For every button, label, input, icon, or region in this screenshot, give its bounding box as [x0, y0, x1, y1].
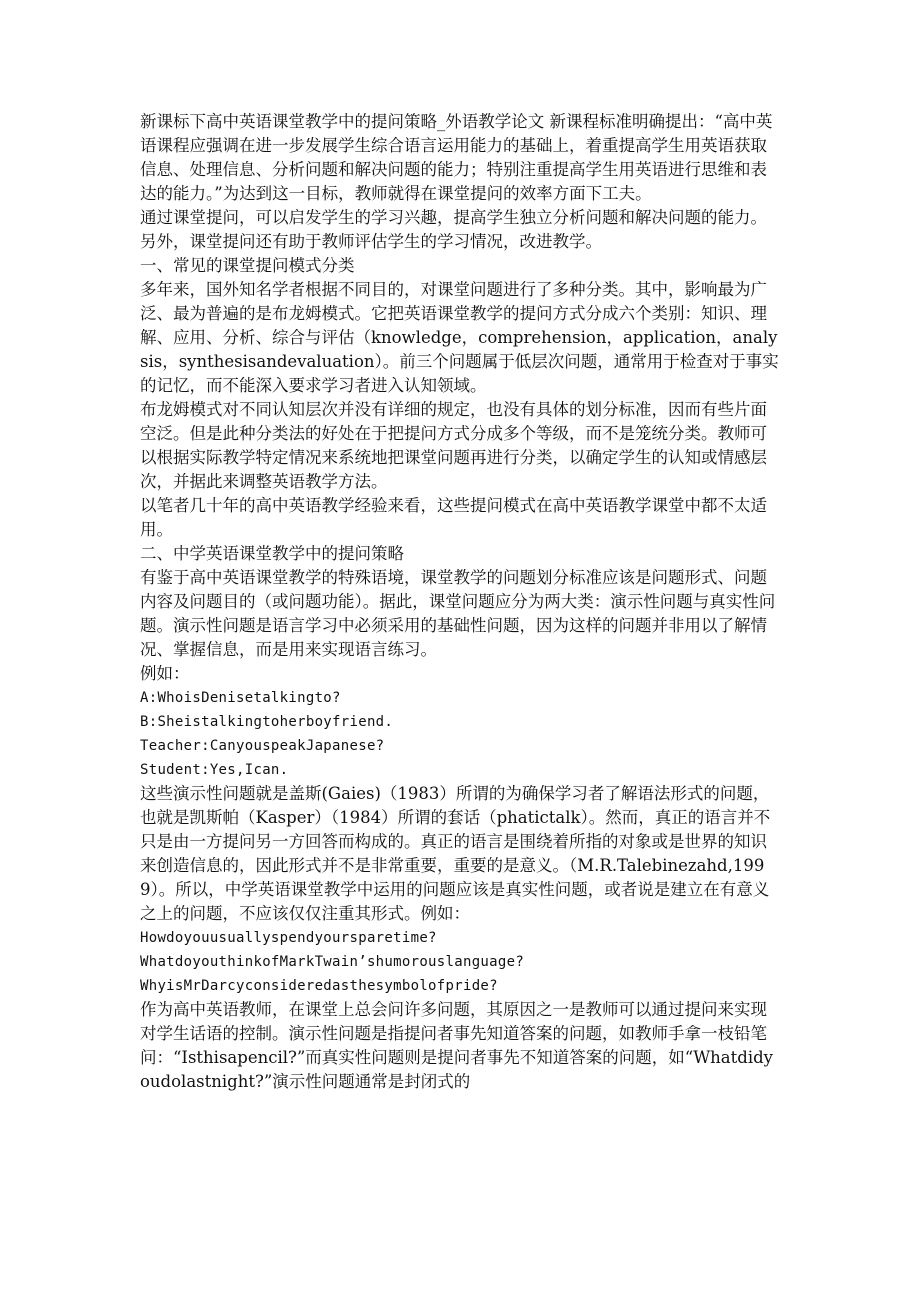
paragraph-experience: 以笔者几十年的高中英语教学经验来看，这些提问模式在高中英语教学课堂中都不太适用。 — [140, 496, 767, 539]
example-line: WhatdoyouthinkofMarkTwain’shumorouslanguage? — [140, 954, 525, 970]
example-line: Teacher:CanyouspeakJapanese? — [140, 738, 385, 754]
document-body — [140, 110, 780, 1094]
paragraph-bloom-critique: 布龙姆模式对不同认知层次并没有详细的规定，也没有具体的划分标准，因而有些片面空泛。但是此种分类法的好处在于把提问方式分成多个等级，而不是笼统分类。教师可以根据实际教学特定情况来系统地把课堂问题再进行分类，以确定学生的认知或情感层次，并据此来调整英语教学方法。 — [140, 400, 767, 491]
example-line: Student:Yes,Ican. — [140, 762, 289, 778]
paragraph-classification: 有鉴于高中英语课堂教学的特殊语境，课堂教学的问题划分标准应该是问题形式、问题内容及问题目的（或问题功能）。据此，课堂问题应分为两大类：演示性问题与真实性问题。演示性问题是语言学习中必须采用的基础性问题，因为这样的问题并非用以了解情况、掌握信息，而是用来实现语言练习。 — [140, 568, 776, 659]
example-line: WhyisMrDarcyconsideredasthesymbolofpride? — [140, 978, 498, 994]
section-heading-2: 二、中学英语课堂教学中的提问策略 — [140, 544, 404, 563]
paragraph-bloom-model: 多年来，国外知名学者根据不同目的，对课堂问题进行了多种分类。其中，影响最为广泛、最为普遍的是布龙姆模式。它把英语课堂教学的提问方式分成六个类别：知识、理解、应用、分析、综合与评估（knowledge，comprehension，application，analysis，synthesisandevaluation）。前三个问题属于低层次问题，通常用于检查对于事实的记忆，而不能深入要求学习者进入认知领域。 — [140, 280, 779, 395]
example-line: Howdoyouusuallyspendyoursparetime? — [140, 930, 437, 946]
paragraph-display-questions: 这些演示性问题就是盖斯(Gaies)（1983）所谓的为确保学习者了解语法形式的问题，也就是凯斯帕（Kasper）（1984）所谓的套话（phatictalk）。然而，真正的语言并不只是由一方提问另一方回答而构成的。真正的语言是围绕着所指的对象或是世界的知识来创造信息的，因此形式并不是非常重要，重要的是意义。（M.R.Talebinezahd,1999）。所以，中学英语课堂教学中运用的问题应该是真实性问题，或者说是建立在有意义之上的问题，不应该仅仅注重其形式。例如： — [140, 784, 771, 923]
section-heading-1: 一、常见的课堂提问模式分类 — [140, 256, 355, 275]
paragraph-purpose: 通过课堂提问，可以启发学生的学习兴趣，提高学生独立分析问题和解决问题的能力。另外，课堂提问还有助于教师评估学生的学习情况，改进教学。 — [140, 208, 767, 251]
paragraph-teacher-questions: 作为高中英语教师，在课堂上总会问许多问题，其原因之一是教师可以通过提问来实现对学生话语的控制。演示性问题是指提问者事先知道答案的问题，如教师手拿一枝铅笔问：“Isthisapencil?”而真实性问题则是提问者事先不知道答案的问题，如“Whatdidyoudolastnight?”演示性问题通常是封闭式的 — [140, 1000, 774, 1091]
paragraph-intro: 新课标下高中英语课堂教学中的提问策略_外语教学论文 新课程标准明确提出：“高中英语课程应强调在进一步发展学生综合语言运用能力的基础上，着重提高学生用英语获取信息、处理信息、分析问题和解决问题的能力；特别注重提高学生用英语进行思维和表达的能力。”为达到这一目标，教师就得在课堂提问的效率方面下工夫。 — [140, 112, 773, 203]
example-line: B:Sheistalkingtoherboyfriend. — [140, 714, 394, 730]
example-line: A:WhoisDenisetalkingto? — [140, 690, 341, 706]
paragraph-example-label: 例如： — [140, 664, 190, 683]
